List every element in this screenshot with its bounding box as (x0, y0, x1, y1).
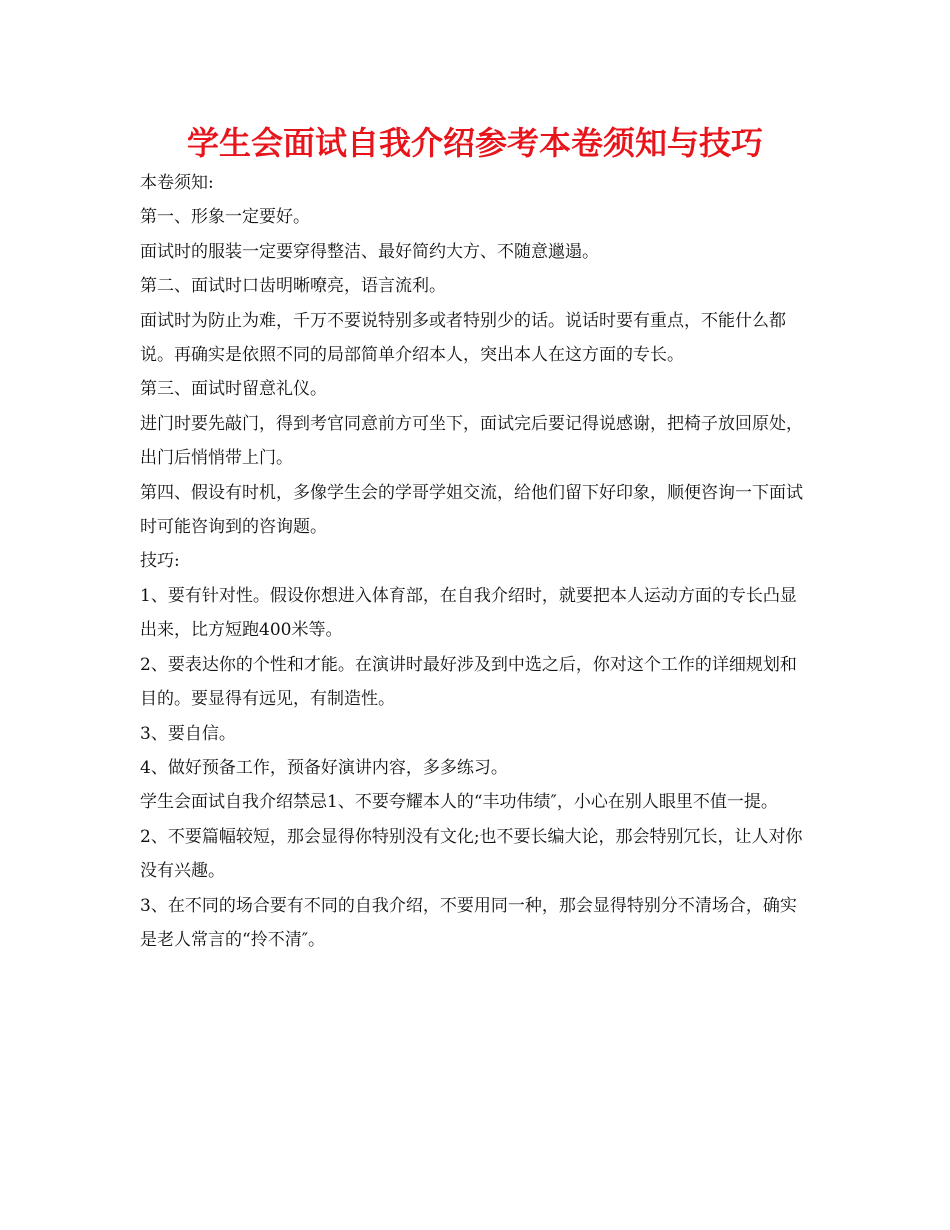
paragraph-tip-2: 2、要表达你的个性和才能。在演讲时最好涉及到中选之后，你对这个工作的详细规划和目的。要显得有远见，有制造性。 (140, 654, 797, 710)
paragraph-point-4: 第四、假设有时机，多像学生会的学哥学姐交流，给他们留下好印象，顺便咨询一下面试时可能咨询到的咨询题。 (140, 482, 803, 538)
paragraph-point-3: 第三、面试时留意礼仪。 (140, 379, 327, 400)
paragraph-taboo-2: 2、不要篇幅较短，那会显得你特别没有文化;也不要长编大论，那会特别冗长，让人对你没有兴趣。 (140, 826, 803, 882)
paragraph-point-2-detail: 面试时为防止为难，千万不要说特别多或者特别少的话。说话时要有重点，不能什么都说。再确实是依照不同的局部简单介绍本人，突出本人在这方面的专长。 (140, 310, 786, 366)
paragraph-point-1-detail: 面试时的服装一定要穿得整洁、最好简约大方、不随意邋遢。 (140, 241, 599, 262)
document-body (140, 166, 812, 957)
paragraph-taboo-1: 学生会面试自我介绍禁忌1、不要夸耀本人的“丰功伟绩″，小心在别人眼里不值一提。 (140, 792, 778, 813)
document-title: 学生会面试自我介绍参考本卷须知与技巧 (186, 124, 763, 162)
paragraph-point-2: 第二、面试时口齿明晰嘹亮，语言流利。 (140, 276, 446, 297)
paragraph-tip-1: 1、要有针对性。假设你想进入体育部，在自我介绍时，就要把本人运动方面的专长凸显出来，比方短跑400米等。 (140, 585, 797, 641)
paragraph-point-1: 第一、形象一定要好。 (140, 207, 310, 228)
paragraph-tips-heading: 技巧: (140, 551, 180, 572)
paragraph-tip-3: 3、要自信。 (140, 723, 236, 744)
paragraph-point-3-detail: 进门时要先敲门，得到考官同意前方可坐下，面试完后要记得说感谢，把椅子放回原处，出门后悄悄带上门。 (140, 413, 803, 469)
paragraph-taboo-3: 3、在不同的场合要有不同的自我介绍，不要用同一种，那会显得特别分不清场合，确实是老人常言的“拎不清″。 (140, 895, 797, 950)
paragraph-tip-4: 4、做好预备工作，预备好演讲内容，多多练习。 (140, 757, 508, 778)
paragraph-notice-heading: 本卷须知: (140, 173, 214, 193)
